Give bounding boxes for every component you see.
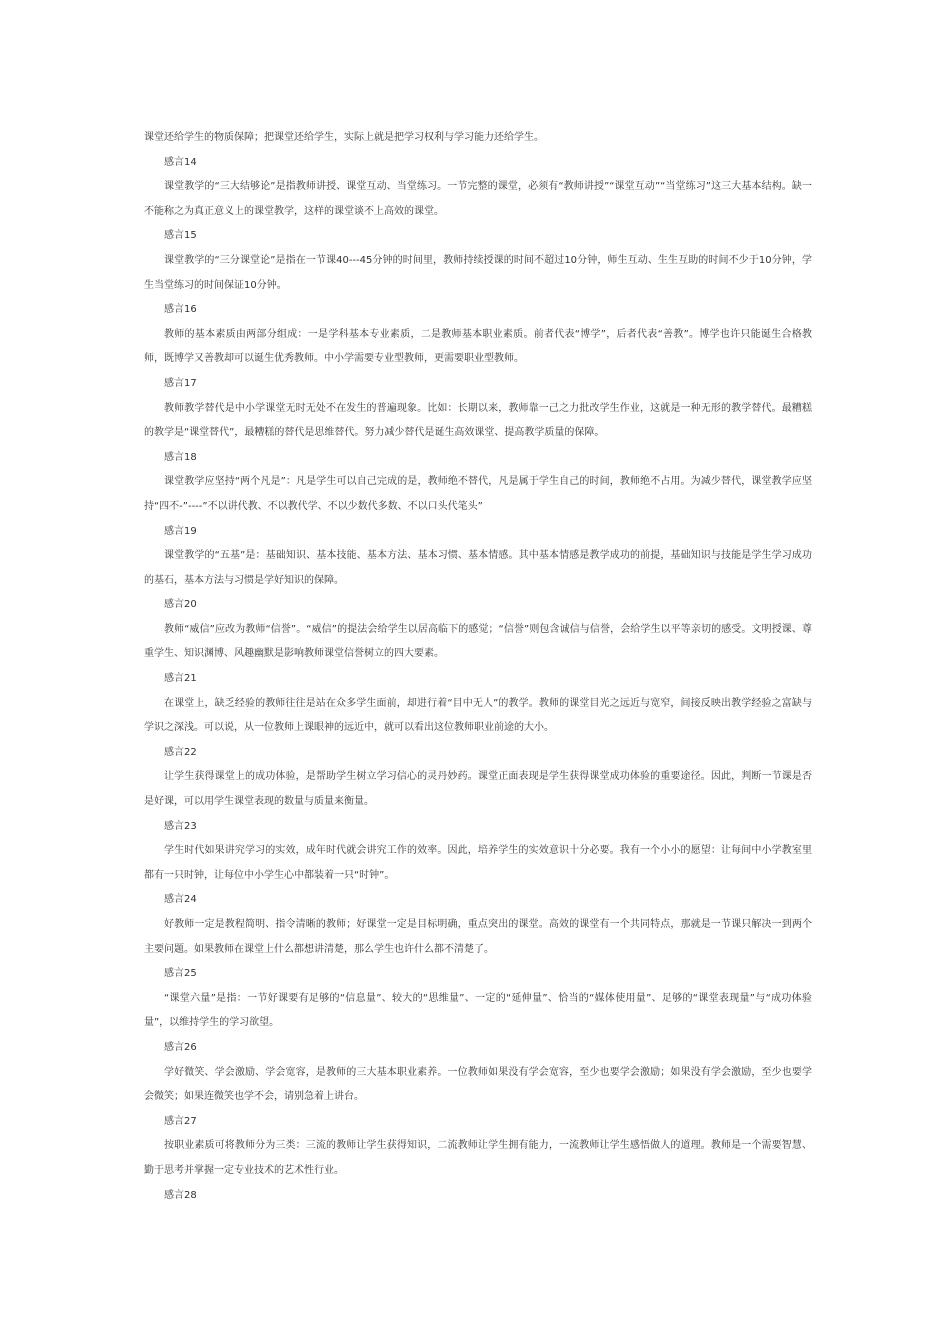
paragraph: 学生时代如果讲究学习的实效，成年时代就会讲究工作的效率。因此，培养学生的实效意识十分必要。我有一个小小的愿望：让每间中小学教室里都有一只时钟，让每位中小学生心中都装着一只“时钟”。 (144, 845, 812, 881)
document-body (144, 126, 812, 1208)
section-heading: 感言27 (164, 1115, 197, 1127)
section-heading: 感言28 (164, 1189, 197, 1201)
paragraph: 好教师一定是教程简明、指令清晰的教师；好课堂一定是目标明确，重点突出的课堂。高效的课堂有一个共同特点，那就是一节课只解决一到两个主要问题。如果教师在课堂上什么都想讲清楚，那么学生也许什么都不清楚了。 (144, 919, 812, 955)
section-heading: 感言20 (164, 599, 197, 611)
paragraph: 让学生获得课堂上的成功体验，是帮助学生树立学习信心的灵丹妙药。课堂正面表现是学生获得课堂成功体验的重要途径。因此，判断一节课是否是好课，可以用学生课堂表现的数量与质量来衡量。 (144, 771, 812, 808)
paragraph: 学好微笑、学会激励、学会宽容，是教师的三大基本职业素养。一位教师如果没有学会宽容，至少也要学会激励；如果没有学会激励，至少也要学会微笑；如果连微笑也学不会，请别急着上讲台。 (144, 1066, 812, 1103)
paragraph: 课堂教学应坚持“两个凡是”：凡是学生可以自己完成的是，教师绝不替代，凡是属于学生自己的时间，教师绝不占用。为减少替代，课堂教学应坚持“四不-”----”不以讲代教、不以教代学、不以少数代多数、不以口头代笔头” (144, 476, 812, 512)
paragraph: 按职业素质可将教师分为三类：三流的教师让学生获得知识，二流教师让学生拥有能力，一流教师让学生感悟做人的道理。教师是一个需要智慧、勤于思考并掌握一定专业技术的艺术性行业。 (144, 1140, 812, 1176)
section-heading: 感言24 (164, 894, 197, 906)
section-heading: 感言15 (164, 230, 197, 242)
section-heading: 感言14 (164, 156, 197, 168)
paragraph: 教师教学替代是中小学课堂无时无处不在发生的普遍现象。比如：长期以来，教师靠一己之力批改学生作业，这就是一种无形的教学替代。最糟糕的教学是“课堂替代”，最糟糕的替代是思维替代。努力减少替代是诞生高效课堂、提高教学质量的保障。 (144, 402, 812, 439)
paragraph: 课堂教学的“五基”是：基础知识、基本技能、基本方法、基本习惯、基本情感。其中基本情感是教学成功的前提，基础知识与技能是学生学习成功的基石，基本方法与习惯是学好知识的保障。 (144, 550, 812, 586)
section-heading: 感言18 (164, 451, 197, 463)
section-heading: 感言17 (164, 377, 197, 389)
section-heading: 感言22 (164, 746, 197, 758)
paragraph: 教师“威信”应改为教师“信誉”。“威信”的提法会给学生以居高临下的感觉；“信誉”则包含诚信与信誉，会给学生以平等亲切的感受。文明授课、尊重学生、知识渊博、风趣幽默是影响教师课堂信誉树立的四大要素。 (144, 623, 812, 660)
section-heading: 感言26 (164, 1041, 197, 1053)
section-heading: 感言16 (164, 304, 197, 316)
section-heading: 感言23 (164, 820, 197, 832)
paragraph: 课堂教学的“三分课堂论”是指在一节课40---45分钟的时间里，教师持续授课的时间不超过10分钟，师生互动、生生互助的时间不少于10分钟，学生当堂练习的时间保证10分钟。 (144, 254, 812, 291)
paragraph: 教师的基本素质由两部分组成：一是学科基本专业素质，二是教师基本职业素质。前者代表“博学”，后者代表“善教”。博学也许只能诞生合格教师，既博学又善教却可以诞生优秀教师。中小学需要专业型教师，更需要职业型教师。 (144, 328, 812, 365)
paragraph: “课堂六量”是指：一节好课要有足够的“信息量”、较大的“思维量”、一定的“延伸量”、恰当的“媒体使用量”、足够的“课堂表现量”与“成功体验量”，以维持学生的学习欲望。 (144, 992, 812, 1029)
section-heading: 感言25 (164, 968, 197, 980)
paragraph: 在课堂上，缺乏经验的教师往往是站在众多学生面前，却进行着“目中无人”的教学。教师的课堂目光之远近与宽窄，间接反映出教学经验之富缺与学识之深浅。可以说，从一位教师上课眼神的远近中，就可以看出这位教师职业前途的大小。 (144, 697, 812, 734)
section-heading: 感言19 (164, 525, 197, 537)
paragraph: 课堂教学的“三大结够论”是指教师讲授、课堂互动、当堂练习。一节完整的课堂，必须有“教师讲授”“课堂互动”“当堂练习”这三大基本结构。缺一不能称之为真正意义上的课堂教学，这样的课堂谈不上高效的课堂。 (144, 181, 812, 217)
paragraph: 课堂还给学生的物质保障；把课堂还给学生，实际上就是把学习权利与学习能力还给学生。 (144, 132, 544, 143)
section-heading: 感言21 (164, 673, 197, 685)
